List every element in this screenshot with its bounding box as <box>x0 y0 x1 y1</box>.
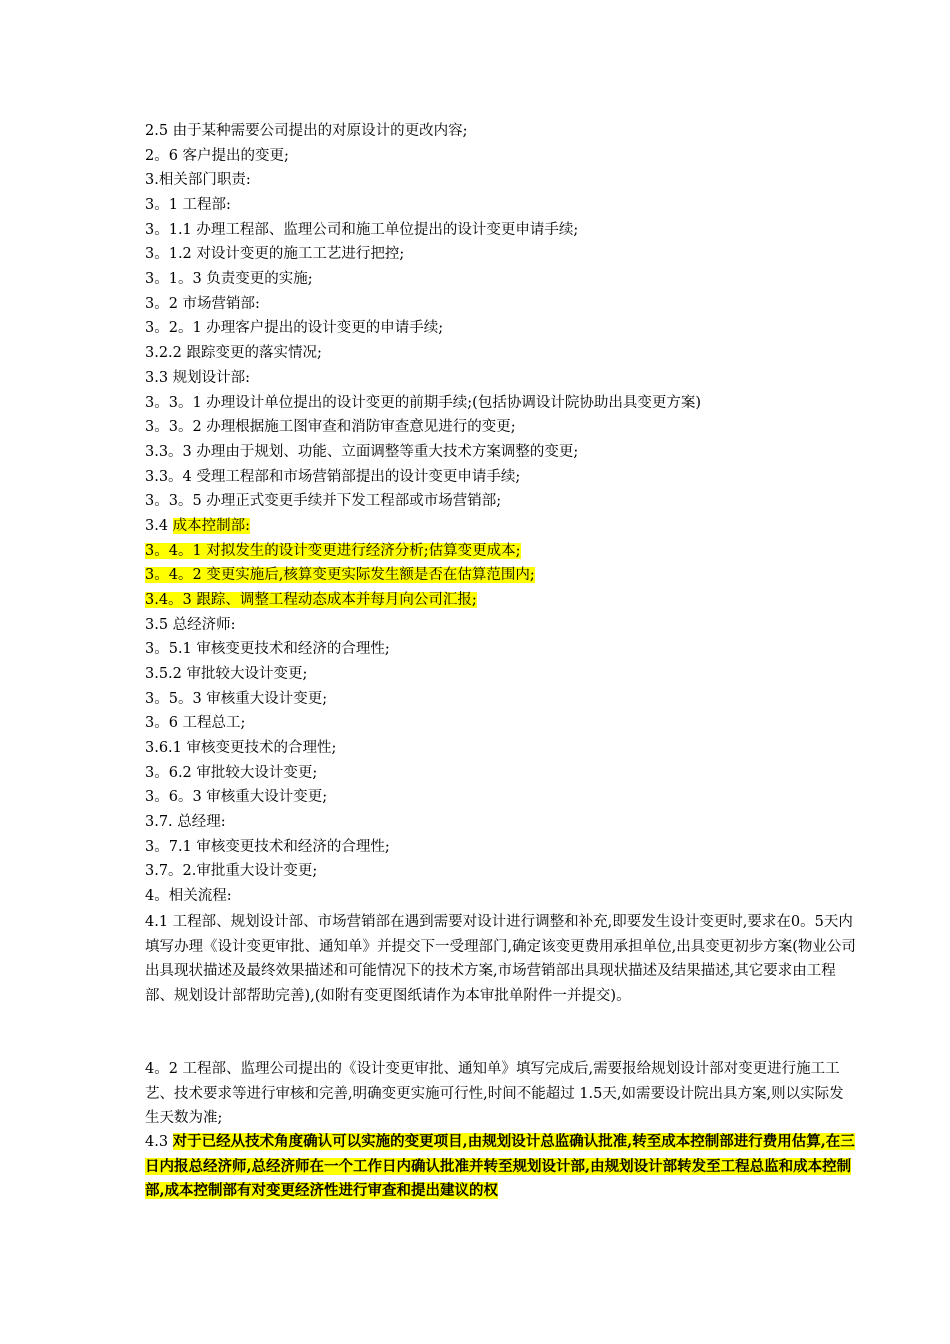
paragraph-4-3-number: 4.3 <box>145 1134 173 1150</box>
paragraph-4-3 <box>145 1130 857 1204</box>
line-3-3-5: 3。3。5 办理正式变更手续并下发工程部或市场营销部; <box>145 493 502 509</box>
line-3-4-3-highlight: 3.4。3 跟踪、调整工程动态成本并每月向公司汇报; <box>145 592 477 608</box>
paragraph-4-1: 4.1 工程部、规划设计部、市场营销部在遇到需要对设计进行调整和补充,即要发生设计变更时,要求在0。5天内填写办理《设计变更审批、通知单》并提交下一受理部门,确定该变更费用承担单位,出具变更初步方案(物业公司出具现状描述及最终效果描述和可能情况下的技术方案,市场营销部出具现状描述及结果描述,其它要求由工程部、规划设计部帮助完善),(如附有变更图纸请作为本审批单附件一并提交)。 <box>145 914 856 1004</box>
line-3-6-2: 3。6.2 审批较大设计变更; <box>145 765 318 781</box>
paragraph-4-2: 4。2 工程部、监理公司提出的《设计变更审批、通知单》填写完成后,需要报给规划设计部对变更进行施工工艺、技术要求等进行审核和完善,明确变更实施可行性,时间不能超过 1.5天,如需要设计院出具方案,则以实际发生天数为准; <box>145 1061 844 1126</box>
line-3-3-3: 3.3。3 办理由于规划、功能、立面调整等重大技术方案调整的变更; <box>145 444 579 460</box>
line-3-2-1: 3。2。1 办理客户提出的设计变更的申请手续; <box>145 320 444 336</box>
line-3-5: 3.5 总经济师: <box>145 617 236 633</box>
line-3-7-1: 3。7.1 审核变更技术和经济的合理性; <box>145 839 390 855</box>
line-3-5-2: 3.5.2 审批较大设计变更; <box>145 666 308 682</box>
line-3-4 <box>145 516 250 536</box>
line-3-7-2: 3.7。2.审批重大设计变更; <box>145 863 318 879</box>
line-3-4-1-highlight: 3。4。1 对拟发生的设计变更进行经济分析;估算变更成本; <box>145 543 521 559</box>
line-3-3: 3.3 规划设计部: <box>145 370 251 386</box>
line-3-1: 3。1 工程部: <box>145 197 231 213</box>
line-3-5-3: 3。5。3 审核重大设计变更; <box>145 691 328 707</box>
line-2-6: 2。6 客户提出的变更; <box>145 148 289 164</box>
line-3-6-3: 3。6。3 审核重大设计变更; <box>145 789 328 805</box>
line-3-4-number: 3.4 <box>145 518 173 534</box>
line-3-3-2: 3。3。2 办理根据施工图审查和消防审查意见进行的变更; <box>145 419 516 435</box>
line-3-6-1: 3.6.1 审核变更技术的合理性; <box>145 740 337 756</box>
line-3-7: 3.7. 总经理: <box>145 814 226 830</box>
line-3-4-2-highlight: 3。4。2 变更实施后,核算变更实际发生额是否在估算范围内; <box>145 567 535 583</box>
line-3-heading: 3.相关部门职责: <box>145 172 251 188</box>
paragraph-4-3-highlight: 对于已经从技术角度确认可以实施的变更项目,由规划设计总监确认批准,转至成本控制部进行费用估算,在三日内报总经济师,总经济师在一个工作日内确认批准并转至规划设计部,由规划设计部转发至工程总监和成本控制部,成本控制部有对变更经济性进行审查和提出建议的权 <box>145 1133 855 1199</box>
line-4-heading: 4。相关流程: <box>145 888 232 904</box>
line-3-3-1: 3。3。1 办理设计单位提出的设计变更的前期手续;(包括协调设计院协助出具变更方案) <box>145 395 701 411</box>
line-3-4-2 <box>145 565 535 585</box>
line-3-4-1 <box>145 541 521 561</box>
line-3-4-highlight: 成本控制部: <box>172 518 251 534</box>
line-3-3-4: 3.3。4 受理工程部和市场营销部提出的设计变更申请手续; <box>145 469 521 485</box>
line-3-1-1: 3。1.1 办理工程部、监理公司和施工单位提出的设计变更申请手续; <box>145 222 579 238</box>
line-3-5-1: 3。5.1 审核变更技术和经济的合理性; <box>145 641 390 657</box>
line-3-6: 3。6 工程总工; <box>145 715 246 731</box>
line-2-5: 2.5 由于某种需要公司提出的对原设计的更改内容; <box>145 123 468 139</box>
line-3-4-3 <box>145 590 477 610</box>
line-3-1-2: 3。1.2 对设计变更的施工工艺进行把控; <box>145 246 405 262</box>
line-3-2: 3。2 市场营销部: <box>145 296 260 312</box>
line-3-1-3: 3。1。3 负责变更的实施; <box>145 271 313 287</box>
line-3-2-2: 3.2.2 跟踪变更的落实情况; <box>145 345 322 361</box>
